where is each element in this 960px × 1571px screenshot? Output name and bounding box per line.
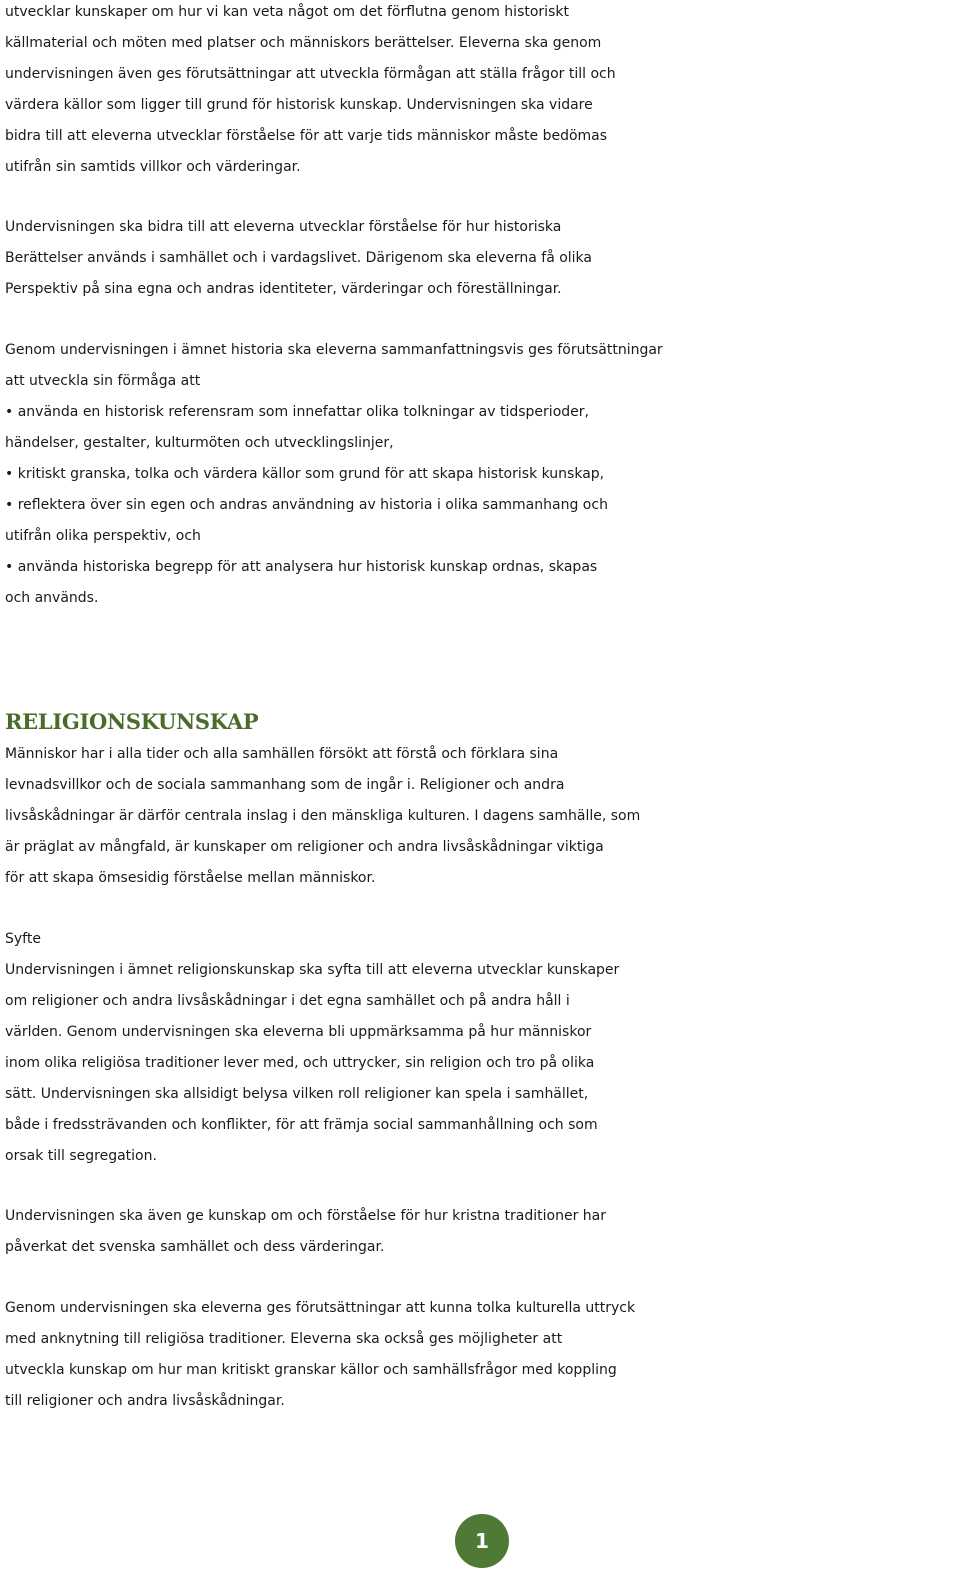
text-line: undervisningen även ges förutsättningar att utveckla förmågan att ställa frågor till och bbox=[5, 66, 616, 82]
text-line: värdera källor som ligger till grund för historisk kunskap. Undervisningen ska vidare bbox=[5, 97, 593, 113]
text-line: Människor har i alla tider och alla samhällen försökt att förstå och förklara sina bbox=[5, 746, 559, 762]
text-line: Genom undervisningen ska eleverna ges förutsättningar att kunna tolka kulturella uttryck bbox=[5, 1300, 636, 1316]
text-line: Undervisningen ska bidra till att eleverna utvecklar förståelse för hur historiska bbox=[5, 219, 562, 235]
text-line: är präglat av mångfald, är kunskaper om religioner och andra livsåskådningar viktiga bbox=[5, 839, 604, 855]
text-line: världen. Genom undervisningen ska eleverna bli uppmärksamma på hur människor bbox=[5, 1024, 592, 1040]
text-line: både i fredssträvanden och konflikter, för att främja social sammanhållning och som bbox=[5, 1117, 598, 1133]
text-line: Berättelser används i samhället och i vardagslivet. Därigenom ska eleverna få olika bbox=[5, 250, 593, 266]
text-line: livsåskådningar är därför centrala inslag i den mänskliga kulturen. I dagens samhälle, som bbox=[5, 808, 641, 824]
section-heading-religionskunskap: RELIGIONSKUNSKAP bbox=[5, 709, 259, 734]
text-line: utveckla kunskap om hur man kritiskt granskar källor och samhällsfrågor med koppling bbox=[5, 1362, 617, 1378]
text-line: inom olika religiösa traditioner lever med, och uttrycker, sin religion och tro på olika bbox=[5, 1055, 595, 1071]
text-line: om religioner och andra livsåskådningar i det egna samhället och på andra håll i bbox=[5, 993, 570, 1009]
text-line: utifrån olika perspektiv, och bbox=[5, 528, 201, 544]
text-line: påverkat det svenska samhället och dess värderingar. bbox=[5, 1239, 385, 1255]
text-line: levnadsvillkor och de sociala sammanhang som de ingår i. Religioner och andra bbox=[5, 777, 565, 793]
text-line: källmaterial och möten med platser och människors berättelser. Eleverna ska genom bbox=[5, 35, 602, 51]
page-number: 1 bbox=[475, 1529, 489, 1553]
bullet-item: • använda historiska begrepp för att analysera hur historisk kunskap ordnas, skapas bbox=[5, 559, 598, 575]
bullet-item: • reflektera över sin egen och andras användning av historia i olika sammanhang och bbox=[5, 497, 608, 513]
text-line: orsak till segregation. bbox=[5, 1148, 157, 1164]
history-intro-paragraph bbox=[5, 0, 955, 183]
page-number-badge bbox=[455, 1514, 509, 1568]
text-line: utifrån sin samtids villkor och värderingar. bbox=[5, 159, 301, 175]
text-line: Undervisningen ska även ge kunskap om och förståelse för hur kristna traditioner har bbox=[5, 1208, 606, 1224]
text-line: sätt. Undervisningen ska allsidigt belysa vilken roll religioner kan spela i samhället, bbox=[5, 1086, 589, 1102]
subheading-syfte: Syfte bbox=[5, 931, 41, 947]
religion-intro-paragraph bbox=[5, 739, 955, 894]
text-line: Genom undervisningen i ämnet historia ska eleverna sammanfattningsvis ges förutsättningar bbox=[5, 342, 663, 358]
text-line: bidra till att eleverna utvecklar förståelse för att varje tids människor måste bedömas bbox=[5, 128, 608, 144]
history-paragraph-3 bbox=[5, 335, 955, 614]
text-line: för att skapa ömsesidig förståelse mellan människor. bbox=[5, 870, 376, 886]
text-line: utvecklar kunskaper om hur vi kan veta något om det förflutna genom historiskt bbox=[5, 4, 569, 20]
text-line: Undervisningen i ämnet religionskunskap ska syfta till att eleverna utvecklar kunskaper bbox=[5, 962, 620, 978]
text-line: och används. bbox=[5, 590, 99, 606]
text-line: med anknytning till religiösa traditioner. Eleverna ska också ges möjligheter att bbox=[5, 1331, 563, 1347]
text-line: att utveckla sin förmåga att bbox=[5, 373, 201, 389]
bullet-item: • kritiskt granska, tolka och värdera källor som grund för att skapa historisk kunskap, bbox=[5, 466, 605, 482]
bullet-item: • använda en historisk referensram som innefattar olika tolkningar av tidsperioder, bbox=[5, 404, 589, 420]
religion-paragraph-3 bbox=[5, 1201, 955, 1263]
text-line: händelser, gestalter, kulturmöten och utvecklingslinjer, bbox=[5, 435, 394, 451]
text-line: till religioner och andra livsåskådningar. bbox=[5, 1393, 285, 1409]
religion-syfte-paragraph bbox=[5, 924, 955, 1172]
religion-paragraph-4 bbox=[5, 1293, 955, 1417]
text-line: Perspektiv på sina egna och andras identiteter, värderingar och föreställningar. bbox=[5, 281, 562, 297]
history-paragraph-2 bbox=[5, 212, 955, 305]
